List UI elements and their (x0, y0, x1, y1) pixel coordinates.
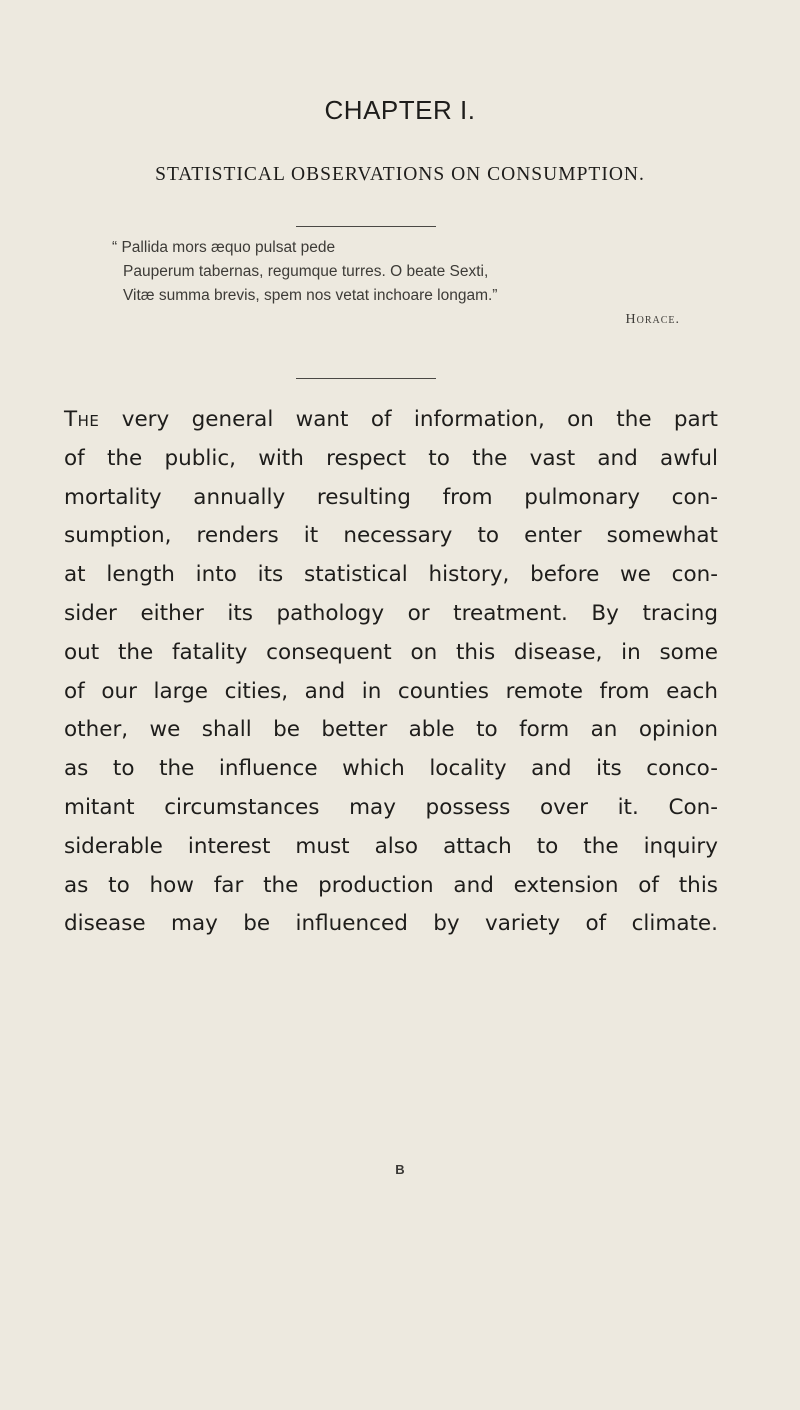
first-line-text: very general want of information, on the part (99, 407, 718, 432)
paragraph-line: of the public, with respect to the vast and awful (64, 445, 718, 471)
epigraph (112, 236, 702, 332)
epigraph-line: “ Pallida mors æquo pulsat pede (112, 239, 336, 256)
paragraph-line: siderable interest must also attach to the inquiry (64, 833, 718, 859)
divider-top (296, 226, 436, 227)
divider-bottom (296, 378, 436, 379)
paragraph-line: disease may be influenced by variety of climate. (64, 911, 718, 937)
paragraph-line: sider either its pathology or treatment. By tracing (64, 600, 718, 626)
paragraph-line: sumption, renders it necessary to enter somewhat (64, 523, 718, 549)
epigraph-line: Pauperum tabernas, regumque turres. O beate Sexti, (123, 263, 489, 280)
chapter-subtitle: STATISTICAL OBSERVATIONS ON CONSUMPTION. (155, 164, 645, 185)
paragraph-line: as to how far the production and extension of this (64, 872, 718, 898)
paragraph-line: out the fatality consequent on this disease, in some (64, 639, 718, 665)
paragraph-line: mortality annually resulting from pulmonary con- (64, 484, 718, 510)
signature-mark: B (395, 1162, 405, 1177)
lead-word: The (64, 407, 100, 432)
paragraph-line: of our large cities, and in counties remote from each (64, 678, 718, 704)
paragraph-line: mitant circumstances may possess over it. Con- (64, 794, 718, 820)
paragraph-line: at length into its statistical history, before we con- (64, 562, 718, 588)
paragraph-line (64, 401, 718, 440)
paragraph-line: other, we shall be better able to form an opinion (64, 717, 718, 743)
body-paragraph (64, 401, 718, 944)
epigraph-line: Vitæ summa brevis, spem nos vetat inchoare longam.” (123, 287, 498, 304)
chapter-title: CHAPTER I. (324, 95, 476, 125)
paragraph-line: as to the influence which locality and its conco- (64, 756, 718, 782)
epigraph-attribution: Horace. (625, 312, 680, 327)
